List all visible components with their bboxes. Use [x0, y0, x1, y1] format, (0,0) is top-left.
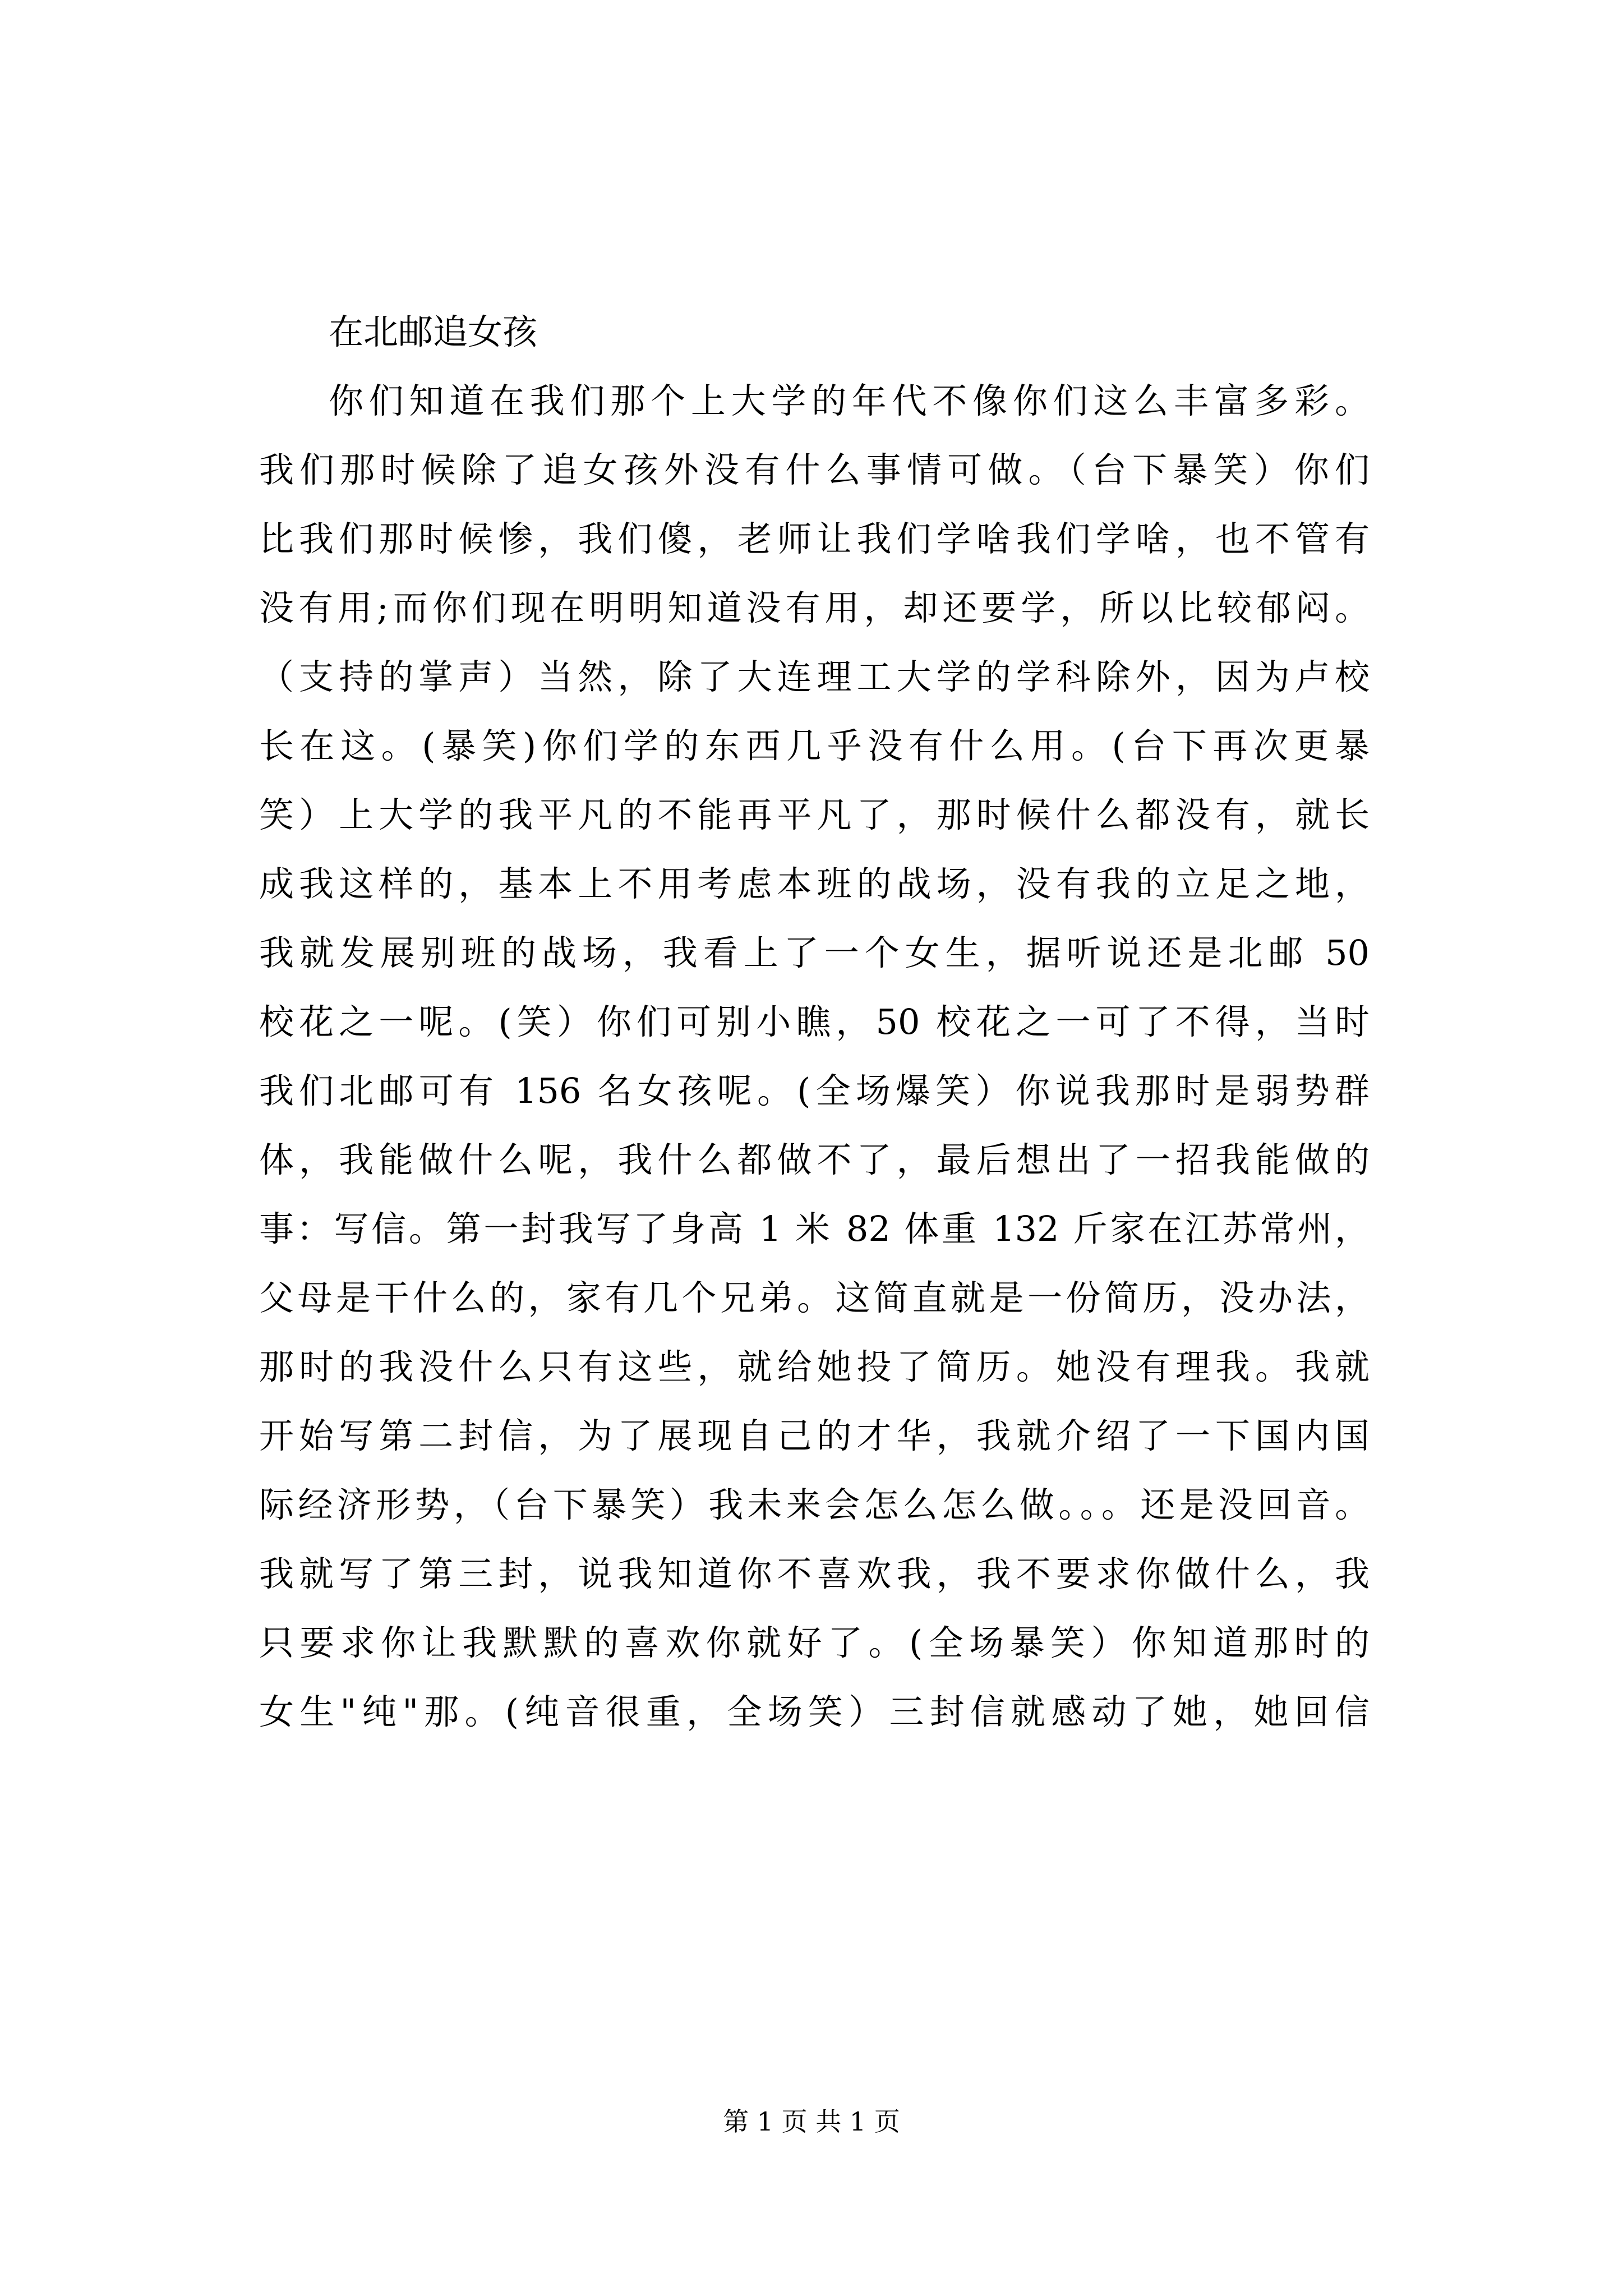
- paragraph-line: 我就发展别班的战场，我看上了一个女生，据听说还是北邮 50: [259, 932, 1370, 973]
- paragraph-line: 女生"纯"那。(纯音很重，全场笑）三封信就感动了她，她回信: [259, 1691, 1370, 1732]
- document-title: 在北邮追女孩: [329, 311, 538, 352]
- paragraph-line: 成我这样的，基本上不用考虑本班的战场，没有我的立足之地，: [259, 863, 1370, 904]
- paragraph-line: 我们北邮可有 156 名女孩呢。(全场爆笑）你说我那时是弱势群: [259, 1070, 1370, 1111]
- paragraph-line: 长在这。(暴笑)你们学的东西几乎没有什么用。(台下再次更暴: [259, 725, 1370, 766]
- paragraph-line: 父母是干什么的，家有几个兄弟。这简直就是一份简历，没办法，: [259, 1277, 1370, 1318]
- paragraph-line: 校花之一呢。(笑）你们可别小瞧，50 校花之一可了不得，当时: [259, 1001, 1370, 1042]
- paragraph-line: 体，我能做什么呢，我什么都做不了，最后想出了一招我能做的: [259, 1139, 1370, 1180]
- paragraph-line: 际经济形势，（台下暴笑）我未来会怎么怎么做。。。还是没回音。: [259, 1484, 1370, 1525]
- paragraph-line: 那时的我没什么只有这些，就给她投了简历。她没有理我。我就: [259, 1346, 1370, 1387]
- paragraph-line: 我就写了第三封，说我知道你不喜欢我，我不要求你做什么，我: [259, 1553, 1370, 1594]
- page-number-footer: 第 1 页 共 1 页: [723, 2106, 900, 2137]
- paragraph-line: 没有用;而你们现在明明知道没有用，却还要学，所以比较郁闷。: [259, 587, 1370, 628]
- document-body: [259, 297, 1370, 1746]
- paragraph-line: 只要求你让我默默的喜欢你就好了。(全场暴笑）你知道那时的: [259, 1622, 1370, 1663]
- paragraph-line: 笑）上大学的我平凡的不能再平凡了，那时候什么都没有，就长: [259, 794, 1370, 835]
- paragraph-line: 开始写第二封信，为了展现自己的才华，我就介绍了一下国内国: [259, 1415, 1370, 1456]
- paragraph-line: 事：写信。第一封我写了身高 1 米 82 体重 132 斤家在江苏常州，: [259, 1208, 1370, 1249]
- paragraph-line: 你们知道在我们那个上大学的年代不像你们这么丰富多彩。: [329, 380, 1370, 421]
- paragraph-line: 我们那时候除了追女孩外没有什么事情可做。（台下暴笑）你们: [259, 449, 1370, 490]
- paragraph-line: 比我们那时候惨，我们傻，老师让我们学啥我们学啥，也不管有: [259, 518, 1370, 559]
- paragraph-line: （支持的掌声）当然，除了大连理工大学的学科除外，因为卢校: [259, 656, 1370, 697]
